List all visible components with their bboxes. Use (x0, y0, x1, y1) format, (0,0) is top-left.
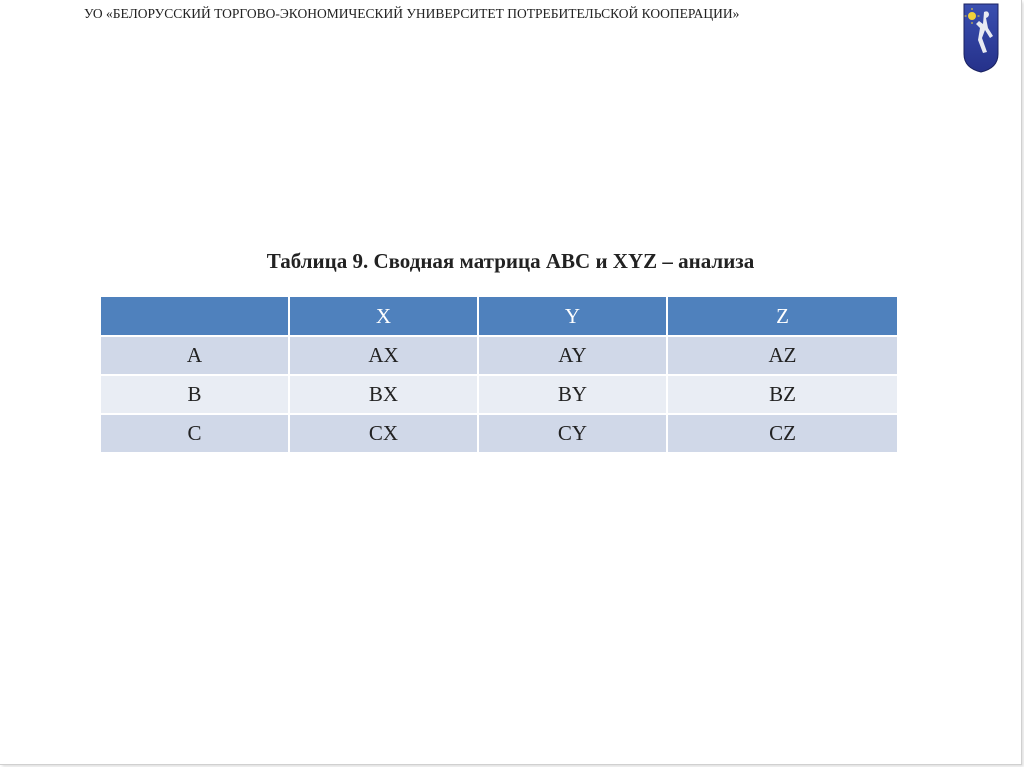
cell-bx: BX (289, 375, 478, 414)
row-label-b: B (100, 375, 289, 414)
cell-by: BY (478, 375, 667, 414)
cell-az: AZ (667, 336, 898, 375)
table-title: Таблица 9. Сводная матрица ABC и XYZ – анализа (266, 249, 755, 273)
table-row (100, 414, 898, 453)
cell-cy: CY (478, 414, 667, 453)
cell-cx: CX (289, 414, 478, 453)
cell-ay: AY (478, 336, 667, 375)
cell-bz: BZ (667, 375, 898, 414)
header-cell-z: Z (667, 296, 898, 336)
university-emblem-icon (962, 2, 1000, 74)
header-cell-x: X (289, 296, 478, 336)
table-row (100, 375, 898, 414)
table-row (100, 336, 898, 375)
header-cell-y: Y (478, 296, 667, 336)
row-label-a: A (100, 336, 289, 375)
table-header-row (100, 296, 898, 336)
abc-xyz-matrix-table (99, 295, 899, 454)
cell-ax: AX (289, 336, 478, 375)
header-cell-empty (100, 296, 289, 336)
row-label-c: C (100, 414, 289, 453)
organization-header: УО «БЕЛОРУССКИЙ ТОРГОВО-ЭКОНОМИЧЕСКИЙ УНИВЕРСИТЕТ ПОТРЕБИТЕЛЬСКОЙ КООПЕРАЦИИ» (84, 6, 740, 21)
cell-cz: CZ (667, 414, 898, 453)
